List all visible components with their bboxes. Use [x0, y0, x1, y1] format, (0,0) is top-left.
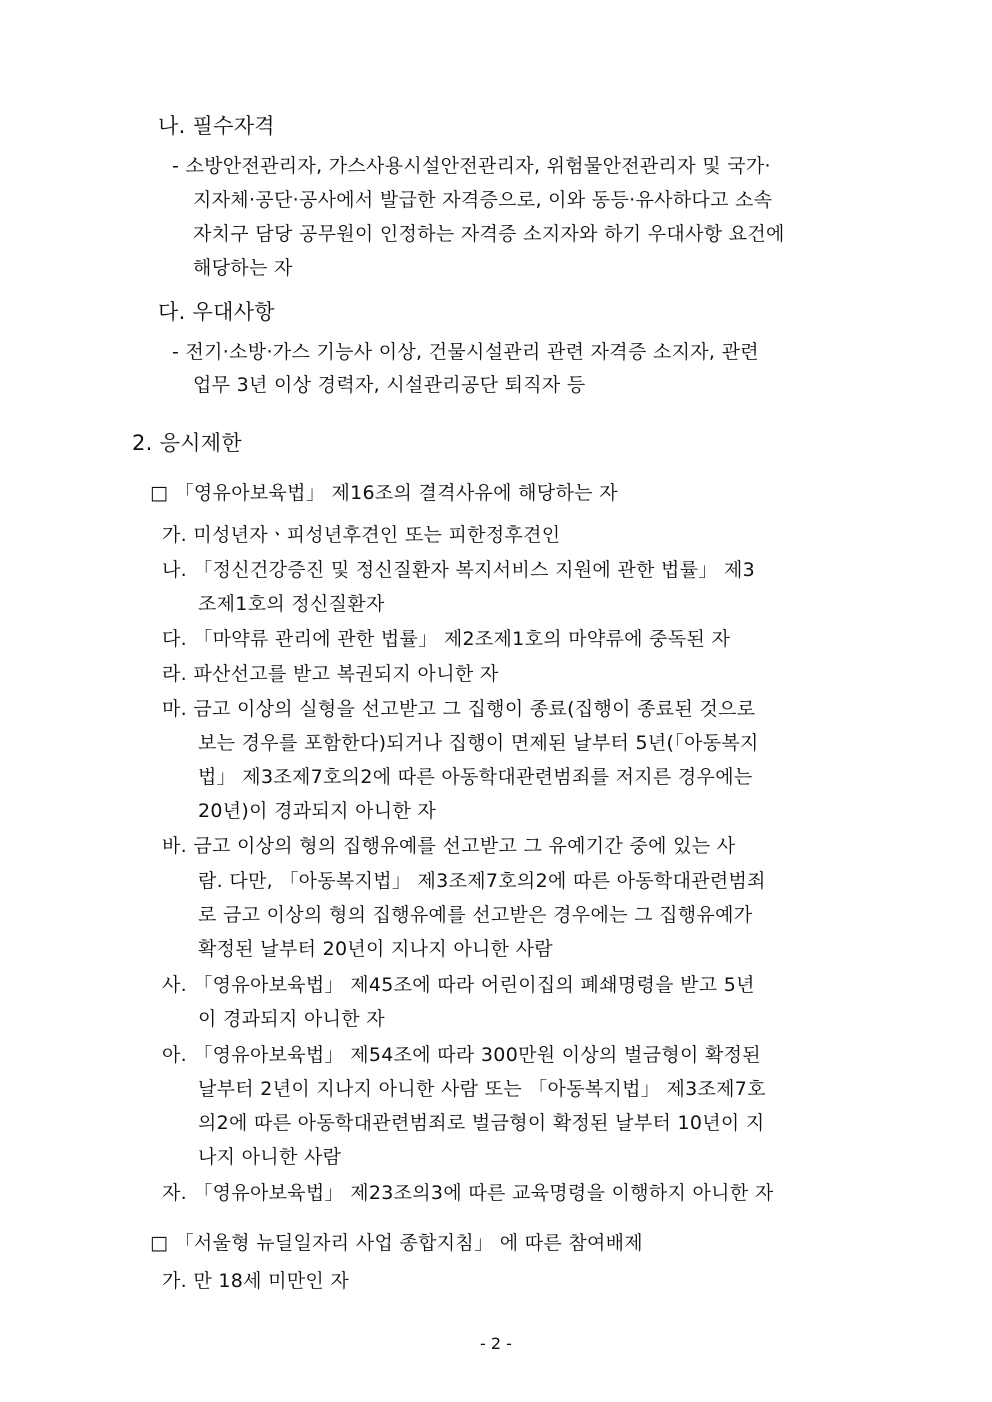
text-line: - 소방안전관리자, 가스사용시설안전관리자, 위험물안전관리자 및 국가· [172, 155, 771, 177]
list-item-continuation: 조제1호의 정신질환자 [198, 593, 385, 615]
list-item: 바. 금고 이상의 형의 집행유예를 선고받고 그 유예기간 중에 있는 사 [162, 835, 736, 857]
checkbox-item-heading: □ 「서울형 뉴딜일자리 사업 종합지침」 에 따른 참여배제 [150, 1232, 643, 1254]
list-item: 마. 금고 이상의 실형을 선고받고 그 집행이 종료(집행이 종료된 것으로 [162, 698, 756, 720]
list-item: 아. 「영유아보육법」 제54조에 따라 300만원 이상의 벌금형이 확정된 [162, 1044, 761, 1066]
list-item: 자. 「영유아보육법」 제23조의3에 따른 교육명령을 이행하지 아니한 자 [162, 1182, 774, 1204]
list-item: 가. 만 18세 미만인 자 [162, 1270, 350, 1292]
list-item-continuation: 보는 경우를 포함한다)되거나 집행이 면제된 날부터 5년(「아동복지 [198, 732, 759, 754]
list-item-continuation: 확정된 날부터 20년이 지나지 아니한 사람 [198, 938, 553, 960]
text-line: 업무 3년 이상 경력자, 시설관리공단 퇴직자 등 [193, 374, 586, 396]
list-item-continuation: 법」 제3조제7호의2에 따른 아동학대관련범죄를 저지른 경우에는 [198, 766, 753, 788]
subheading-preferences: 다. 우대사항 [158, 300, 275, 324]
text-line: 자치구 담당 공무원이 인정하는 자격증 소지자와 하기 우대사항 요건에 [193, 223, 785, 245]
list-item: 나. 「정신건강증진 및 정신질환자 복지서비스 지원에 관한 법률」 제3 [162, 559, 756, 581]
list-item-continuation: 람. 다만, 「아동복지법」 제3조제7호의2에 따른 아동학대관련범죄 [198, 870, 766, 892]
list-item-continuation: 로 금고 이상의 형의 집행유예를 선고받은 경우에는 그 집행유예가 [198, 904, 753, 926]
text-line: 지자체·공단·공사에서 발급한 자격증으로, 이와 동등·유사하다고 소속 [193, 189, 773, 211]
list-item-continuation: 의2에 따른 아동학대관련범죄로 벌금형이 확정된 날부터 10년이 지 [198, 1112, 765, 1134]
page-number: - 2 - [480, 1334, 512, 1353]
list-item-continuation: 나지 아니한 사람 [198, 1146, 342, 1168]
subheading-required-qualifications: 나. 필수자격 [158, 114, 275, 138]
list-item-continuation: 이 경과되지 아니한 자 [198, 1008, 385, 1030]
text-line: - 전기·소방·가스 기능사 이상, 건물시설관리 관련 자격증 소지자, 관련 [172, 341, 759, 363]
list-item-continuation: 날부터 2년이 지나지 아니한 사람 또는 「아동복지법」 제3조제7호 [198, 1078, 766, 1100]
section-heading-restrictions: 2. 응시제한 [132, 431, 242, 455]
checkbox-item-heading: □ 「영유아보육법」 제16조의 결격사유에 해당하는 자 [150, 482, 618, 504]
list-item: 가. 미성년자ㆍ피성년후견인 또는 피한정후견인 [162, 524, 561, 546]
text-line: 해당하는 자 [193, 257, 293, 279]
list-item: 라. 파산선고를 받고 복권되지 아니한 자 [162, 663, 499, 685]
list-item: 사. 「영유아보육법」 제45조에 따라 어린이집의 폐쇄명령을 받고 5년 [162, 974, 755, 996]
list-item-continuation: 20년)이 경과되지 아니한 자 [198, 800, 437, 822]
list-item: 다. 「마약류 관리에 관한 법률」 제2조제1호의 마약류에 중독된 자 [162, 628, 731, 650]
